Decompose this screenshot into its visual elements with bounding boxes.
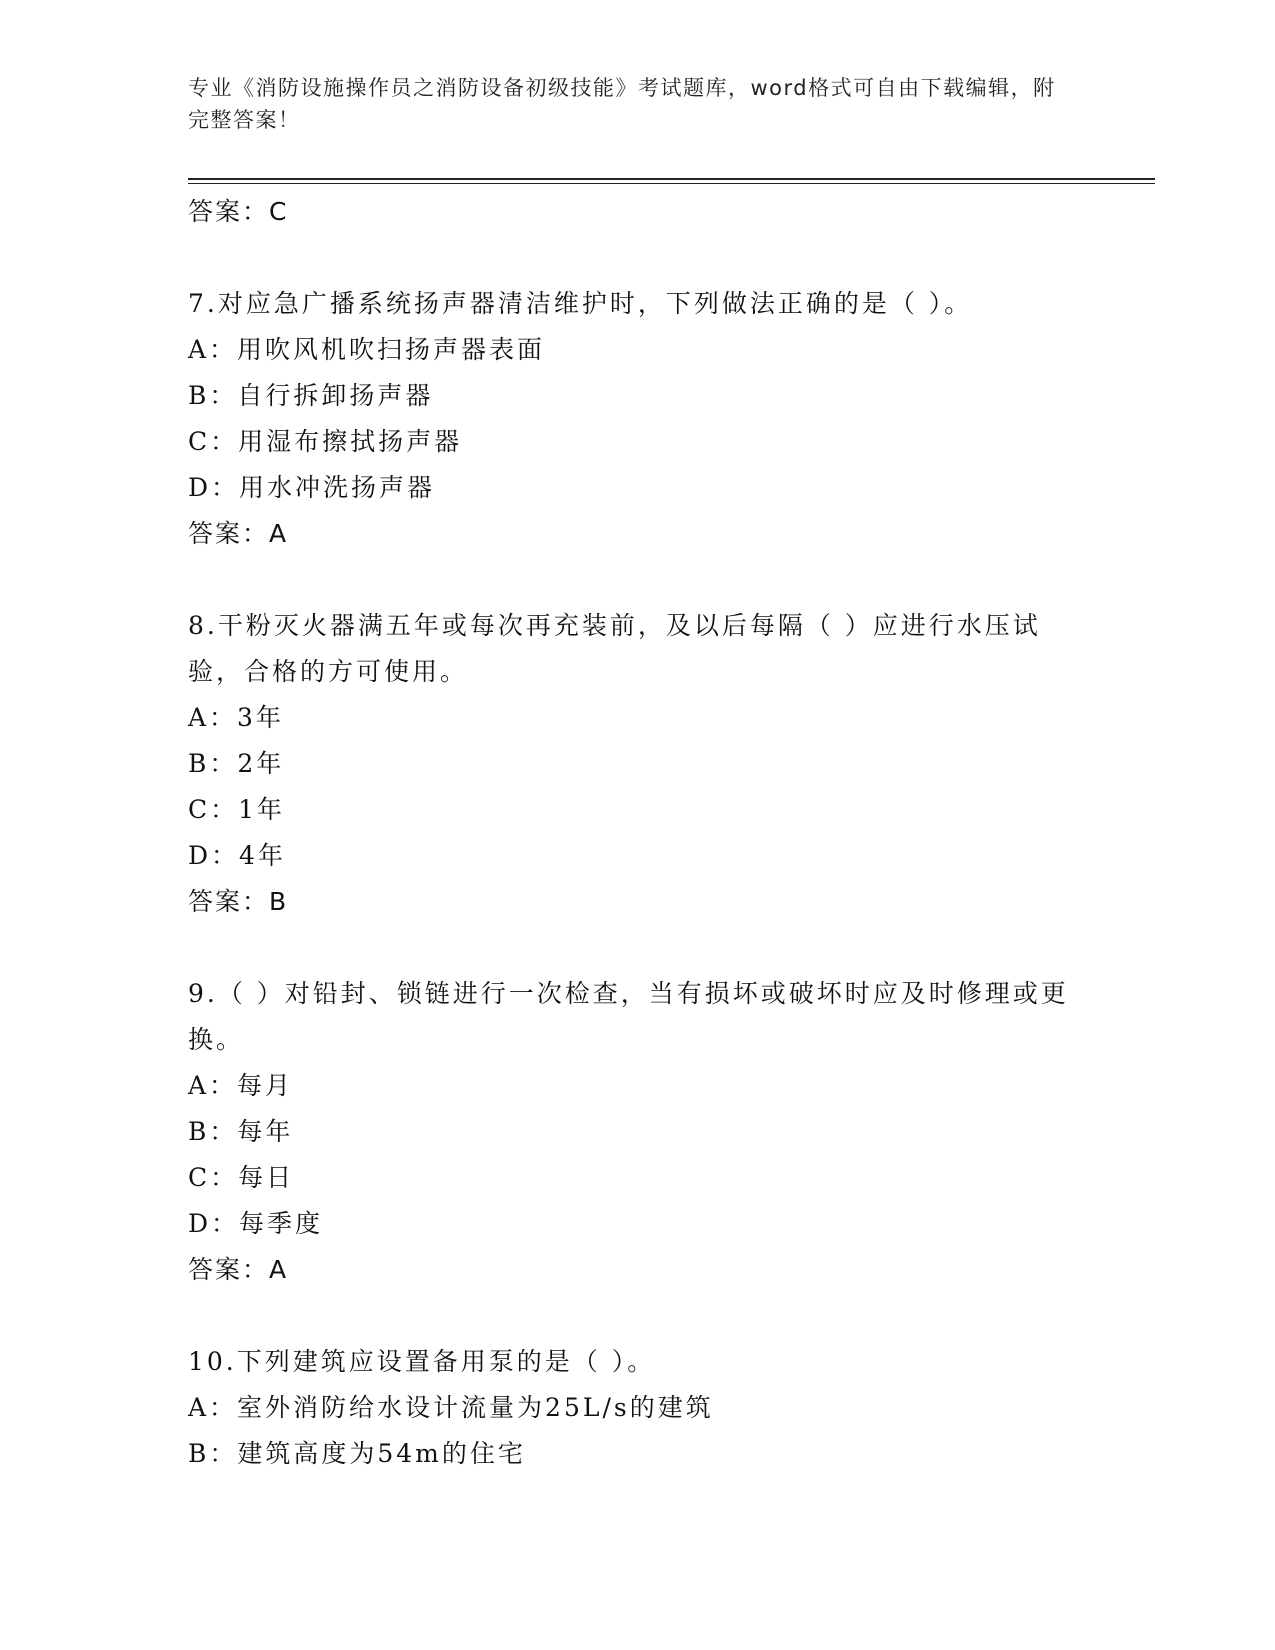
option-c: C：1年 bbox=[188, 795, 286, 824]
question-stem: 10.下列建筑应设置备用泵的是（ ）。 bbox=[188, 1347, 656, 1376]
question-block bbox=[188, 603, 1088, 925]
option-d: D：用水冲洗扬声器 bbox=[188, 473, 436, 502]
option-c: C：每日 bbox=[188, 1163, 295, 1192]
header-divider-thin bbox=[188, 183, 1155, 184]
question-answer: 答案：A bbox=[188, 519, 289, 548]
previous-answer: 答案：C bbox=[188, 197, 289, 226]
option-b: B：每年 bbox=[188, 1117, 294, 1146]
option-d: D：4年 bbox=[188, 841, 286, 870]
question-block bbox=[188, 971, 1088, 1293]
option-a: A：3年 bbox=[188, 703, 284, 732]
question-list bbox=[188, 189, 1088, 1477]
spacer bbox=[188, 925, 1088, 971]
question-answer: 答案：B bbox=[188, 887, 289, 916]
option-c: C：用湿布擦拭扬声器 bbox=[188, 427, 463, 456]
option-d: D：每季度 bbox=[188, 1209, 324, 1238]
option-b: B：2年 bbox=[188, 749, 285, 778]
spacer bbox=[188, 235, 1088, 281]
spacer bbox=[188, 557, 1088, 603]
question-block bbox=[188, 1339, 1088, 1477]
option-a: A：每月 bbox=[188, 1071, 294, 1100]
question-stem: 9.（ ）对铅封、锁链进行一次检查，当有损坏或破坏时应及时修理或更换。 bbox=[188, 979, 1069, 1054]
header-divider-thick bbox=[188, 178, 1155, 180]
question-answer: 答案：A bbox=[188, 1255, 289, 1284]
spacer bbox=[188, 1293, 1088, 1339]
option-b: B：自行拆卸扬声器 bbox=[188, 381, 434, 410]
question-stem: 8.干粉灭火器满五年或每次再充装前，及以后每隔（ ）应进行水压试验，合格的方可使用。 bbox=[188, 611, 1041, 686]
question-stem: 7.对应急广播系统扬声器清洁维护时，下列做法正确的是（ ）。 bbox=[188, 289, 973, 318]
option-a: A：用吹风机吹扫扬声器表面 bbox=[188, 335, 546, 364]
document-header: 专业《消防设施操作员之消防设备初级技能》考试题库，word格式可自由下载编辑，附完整答案！ bbox=[188, 76, 1056, 132]
option-b: B：建筑高度为54m的住宅 bbox=[188, 1439, 526, 1468]
question-block bbox=[188, 281, 1088, 557]
option-a: A：室外消防给水设计流量为25L/s的建筑 bbox=[188, 1393, 714, 1422]
